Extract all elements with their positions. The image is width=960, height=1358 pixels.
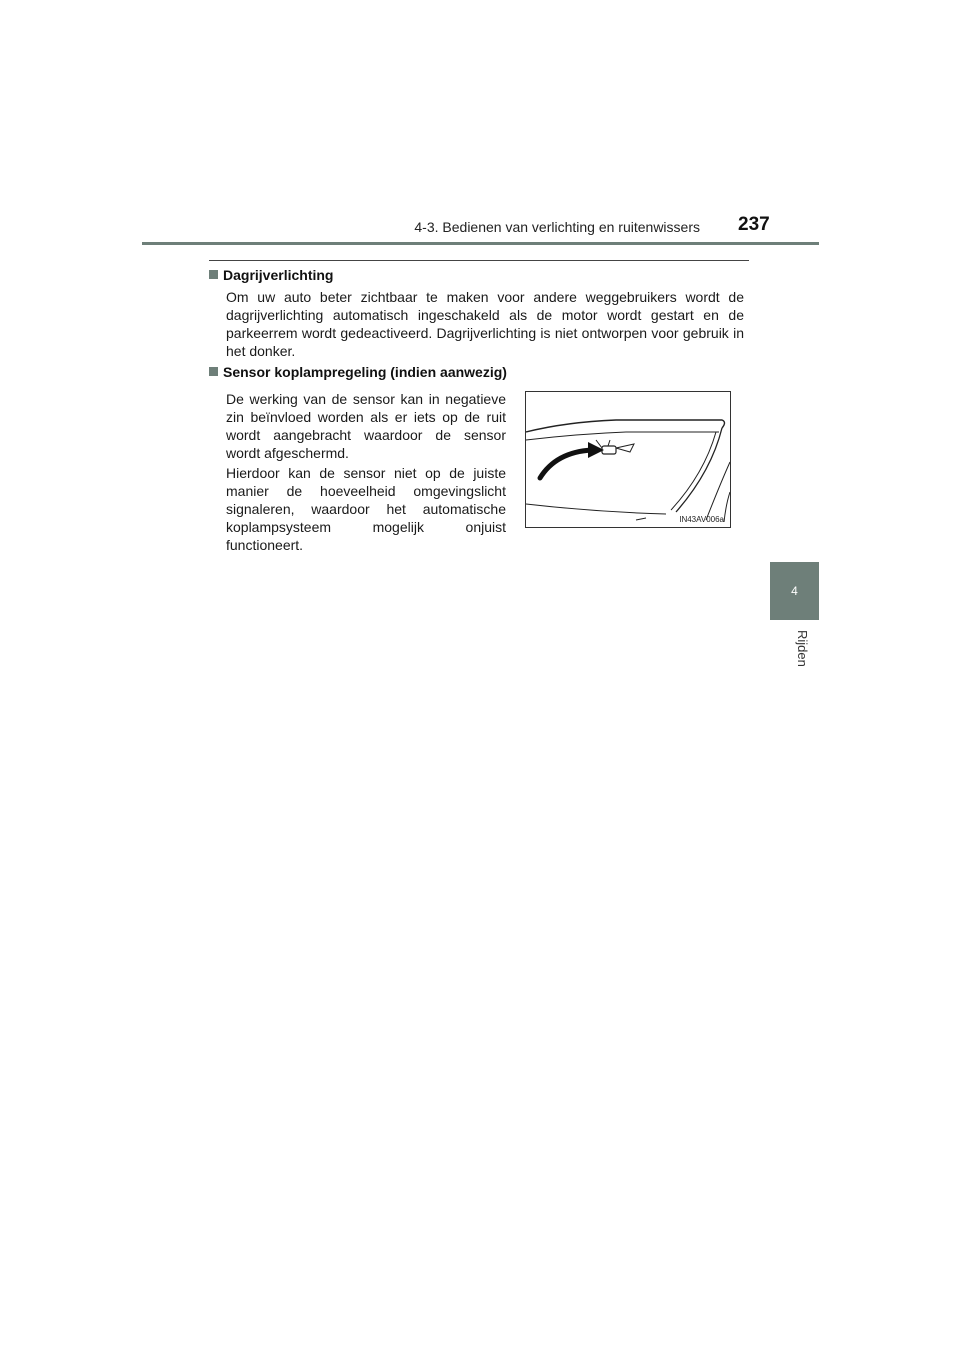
section-heading: [209, 364, 507, 380]
header-section-title: 4-3. Bedienen van verlichting en ruitenwissers: [414, 219, 700, 235]
chapter-tab: 4: [770, 562, 819, 620]
paragraph: Hierdoor kan de sensor niet op de juiste manier de hoeveelheid omgevingslicht signaleren, waardoor het automatische koplampsysteem mogelijk onjuist functioneert.: [226, 465, 506, 553]
windshield-sensor-illustration: [526, 392, 730, 527]
paragraph: Om uw auto beter zichtbaar te maken voor andere weggebruikers wordt de dagrijverlichting automatisch ingeschakeld als de motor wordt gestart en de parkeerrem wordt gedeactiveerd. Dagrijverlichting is niet ontworpen voor gebruik in het donker.: [226, 289, 744, 359]
page-number: 237: [738, 214, 770, 235]
section-divider: [209, 260, 749, 261]
bullet-square-icon: [209, 270, 218, 279]
bullet-square-icon: [209, 367, 218, 376]
heading-text: Sensor koplampregeling (indien aanwezig): [223, 364, 507, 380]
windshield-sensor-figure: [525, 391, 731, 528]
chapter-label: Rijden: [795, 630, 810, 667]
heading-text: Dagrijverlichting: [223, 267, 334, 283]
paragraph: De werking van de sensor kan in negatieve zin beïnvloed worden als er iets op de ruit wordt aangebracht waardoor de sensor wordt afgeschermd.: [226, 391, 506, 461]
header-rule: [142, 242, 819, 245]
section-heading: [209, 267, 333, 283]
figure-code: IN43AV006a: [679, 515, 724, 524]
